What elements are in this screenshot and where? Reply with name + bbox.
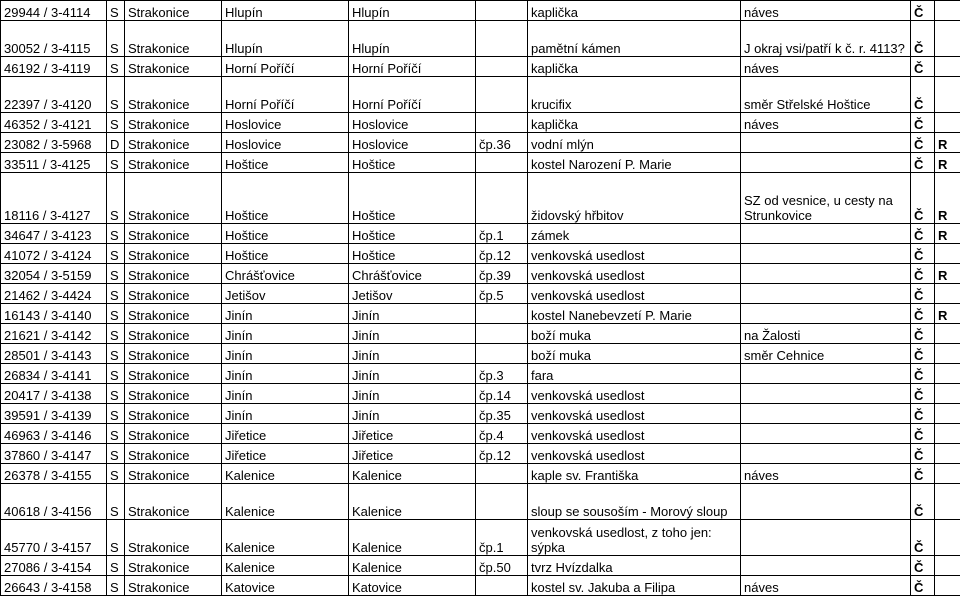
cell-id: 30052 / 3-4115 <box>1 21 107 57</box>
cell-c: Č <box>911 364 935 384</box>
cell-r <box>935 21 960 57</box>
cell-cast: Kalenice <box>349 484 476 520</box>
cell-t: S <box>107 304 125 324</box>
cell-cast: Jinín <box>349 364 476 384</box>
cell-cast: Jinín <box>349 344 476 364</box>
table-row <box>1 384 960 404</box>
cell-obec: Hlupín <box>222 21 349 57</box>
cell-c: Č <box>911 404 935 424</box>
cell-okres: Strakonice <box>125 173 222 224</box>
table-row <box>1 21 960 57</box>
cell-c: Č <box>911 556 935 576</box>
cell-misto <box>741 304 911 324</box>
cell-r <box>935 520 960 556</box>
cell-okres: Strakonice <box>125 464 222 484</box>
cell-cast: Kalenice <box>349 520 476 556</box>
cell-okres: Strakonice <box>125 244 222 264</box>
cell-id: 29944 / 3-4114 <box>1 1 107 21</box>
cell-pam: kaplička <box>528 1 741 21</box>
cell-cast: Hoslovice <box>349 133 476 153</box>
cell-t: S <box>107 77 125 113</box>
cell-misto: náves <box>741 113 911 133</box>
cell-c: Č <box>911 324 935 344</box>
cell-id: 37860 / 3-4147 <box>1 444 107 464</box>
cell-cp: čp.1 <box>476 520 528 556</box>
cell-pam: kostel Narození P. Marie <box>528 153 741 173</box>
cell-obec: Jiřetice <box>222 424 349 444</box>
cell-obec: Hoštice <box>222 244 349 264</box>
cell-c: Č <box>911 424 935 444</box>
cell-r <box>935 424 960 444</box>
cell-misto: náves <box>741 464 911 484</box>
cell-cast: Jiřetice <box>349 424 476 444</box>
cell-obec: Jetišov <box>222 284 349 304</box>
cell-id: 26834 / 3-4141 <box>1 364 107 384</box>
cell-c: Č <box>911 520 935 556</box>
cell-t: S <box>107 384 125 404</box>
cell-obec: Jinín <box>222 324 349 344</box>
table-row <box>1 264 960 284</box>
cell-cp <box>476 57 528 77</box>
cell-obec: Jiřetice <box>222 444 349 464</box>
cell-t: S <box>107 1 125 21</box>
cell-misto: směr Cehnice <box>741 344 911 364</box>
cell-obec: Horní Poříčí <box>222 57 349 77</box>
cell-c: Č <box>911 264 935 284</box>
cell-c: Č <box>911 244 935 264</box>
cell-t: S <box>107 173 125 224</box>
cell-pam: venkovská usedlost <box>528 444 741 464</box>
cell-id: 26378 / 3-4155 <box>1 464 107 484</box>
cell-t: S <box>107 364 125 384</box>
cell-r: R <box>935 224 960 244</box>
cell-r <box>935 464 960 484</box>
cell-cast: Jinín <box>349 304 476 324</box>
cell-c: Č <box>911 224 935 244</box>
cell-cp <box>476 153 528 173</box>
cell-misto <box>741 284 911 304</box>
cell-pam: boží muka <box>528 344 741 364</box>
cell-obec: Jinín <box>222 404 349 424</box>
cell-obec: Chrášťovice <box>222 264 349 284</box>
cell-okres: Strakonice <box>125 576 222 596</box>
cell-r: R <box>935 173 960 224</box>
cell-c: Č <box>911 21 935 57</box>
cell-cast: Katovice <box>349 576 476 596</box>
cell-pam: venkovská usedlost <box>528 424 741 444</box>
cell-id: 39591 / 3-4139 <box>1 404 107 424</box>
cell-obec: Jinín <box>222 344 349 364</box>
cell-cp: čp.1 <box>476 224 528 244</box>
cell-misto <box>741 264 911 284</box>
cell-t: S <box>107 344 125 364</box>
cell-pam: boží muka <box>528 324 741 344</box>
cell-id: 21462 / 3-4424 <box>1 284 107 304</box>
cell-c: Č <box>911 484 935 520</box>
cell-obec: Kalenice <box>222 464 349 484</box>
cell-cp: čp.50 <box>476 556 528 576</box>
cell-pam: fara <box>528 364 741 384</box>
cell-obec: Hoštice <box>222 173 349 224</box>
cell-t: D <box>107 133 125 153</box>
cell-obec: Hoslovice <box>222 133 349 153</box>
cell-t: S <box>107 324 125 344</box>
cell-pam: sloup se sousoším - Morový sloup <box>528 484 741 520</box>
cell-id: 32054 / 3-5159 <box>1 264 107 284</box>
cell-okres: Strakonice <box>125 133 222 153</box>
cell-cp <box>476 113 528 133</box>
cell-pam: kostel Nanebevzetí P. Marie <box>528 304 741 324</box>
cell-okres: Strakonice <box>125 364 222 384</box>
cell-id: 41072 / 3-4124 <box>1 244 107 264</box>
cell-cast: Hlupín <box>349 21 476 57</box>
table-row <box>1 1 960 21</box>
cell-okres: Strakonice <box>125 424 222 444</box>
cell-id: 26643 / 3-4158 <box>1 576 107 596</box>
cell-r <box>935 244 960 264</box>
cell-t: S <box>107 576 125 596</box>
cell-okres: Strakonice <box>125 444 222 464</box>
cell-cast: Hoštice <box>349 244 476 264</box>
cell-r: R <box>935 133 960 153</box>
cell-pam: pamětní kámen <box>528 21 741 57</box>
cell-cp <box>476 484 528 520</box>
table-row <box>1 304 960 324</box>
cell-okres: Strakonice <box>125 21 222 57</box>
cell-cp: čp.39 <box>476 264 528 284</box>
cell-okres: Strakonice <box>125 57 222 77</box>
cell-cp: čp.3 <box>476 364 528 384</box>
cell-cp: čp.12 <box>476 444 528 464</box>
cell-t: S <box>107 424 125 444</box>
table-row <box>1 556 960 576</box>
cell-misto: náves <box>741 57 911 77</box>
cell-r <box>935 404 960 424</box>
cell-c: Č <box>911 304 935 324</box>
cell-id: 46963 / 3-4146 <box>1 424 107 444</box>
cell-cp <box>476 173 528 224</box>
cell-c: Č <box>911 57 935 77</box>
cell-c: Č <box>911 384 935 404</box>
cell-obec: Hoslovice <box>222 113 349 133</box>
table-row <box>1 344 960 364</box>
cell-cp <box>476 21 528 57</box>
cell-c: Č <box>911 133 935 153</box>
table-row <box>1 224 960 244</box>
cell-cast: Horní Poříčí <box>349 57 476 77</box>
cell-pam: kaple sv. Františka <box>528 464 741 484</box>
cell-cast: Kalenice <box>349 556 476 576</box>
table-row <box>1 284 960 304</box>
cell-okres: Strakonice <box>125 384 222 404</box>
cell-r <box>935 484 960 520</box>
cell-okres: Strakonice <box>125 344 222 364</box>
cell-obec: Jinín <box>222 364 349 384</box>
cell-cast: Hoštice <box>349 153 476 173</box>
cell-cp <box>476 1 528 21</box>
table-row <box>1 153 960 173</box>
cell-id: 16143 / 3-4140 <box>1 304 107 324</box>
cell-t: S <box>107 153 125 173</box>
cell-t: S <box>107 444 125 464</box>
table-row <box>1 324 960 344</box>
cell-id: 27086 / 3-4154 <box>1 556 107 576</box>
cell-pam: židovský hřbitov <box>528 173 741 224</box>
cell-id: 46192 / 3-4119 <box>1 57 107 77</box>
cell-t: S <box>107 520 125 556</box>
cell-c: Č <box>911 153 935 173</box>
cell-okres: Strakonice <box>125 520 222 556</box>
table-row <box>1 57 960 77</box>
cell-okres: Strakonice <box>125 284 222 304</box>
cell-misto: na Žalosti <box>741 324 911 344</box>
cell-cast: Jinín <box>349 384 476 404</box>
cell-pam: venkovská usedlost, z toho jen: sýpka <box>528 520 741 556</box>
table-body <box>1 1 960 596</box>
table-row <box>1 244 960 264</box>
cell-cp: čp.12 <box>476 244 528 264</box>
cell-t: S <box>107 484 125 520</box>
table-row <box>1 113 960 133</box>
cell-r <box>935 444 960 464</box>
cell-c: Č <box>911 464 935 484</box>
cell-obec: Jinín <box>222 304 349 324</box>
cell-cast: Hoštice <box>349 224 476 244</box>
cell-cp <box>476 77 528 113</box>
cell-misto <box>741 384 911 404</box>
table-row <box>1 424 960 444</box>
cell-id: 33511 / 3-4125 <box>1 153 107 173</box>
cell-misto <box>741 404 911 424</box>
cell-misto <box>741 520 911 556</box>
cell-cast: Jiřetice <box>349 444 476 464</box>
cell-c: Č <box>911 576 935 596</box>
cell-r <box>935 324 960 344</box>
cell-t: S <box>107 21 125 57</box>
cell-t: S <box>107 57 125 77</box>
cell-okres: Strakonice <box>125 77 222 113</box>
cell-okres: Strakonice <box>125 264 222 284</box>
cell-cp: čp.5 <box>476 284 528 304</box>
cell-pam: venkovská usedlost <box>528 384 741 404</box>
table-row <box>1 576 960 596</box>
cell-cp <box>476 344 528 364</box>
cell-pam: krucifix <box>528 77 741 113</box>
cell-cast: Jinín <box>349 324 476 344</box>
cell-cast: Jinín <box>349 404 476 424</box>
cell-okres: Strakonice <box>125 484 222 520</box>
cell-pam: kaplička <box>528 113 741 133</box>
cell-pam: tvrz Hvízdalka <box>528 556 741 576</box>
cell-pam: venkovská usedlost <box>528 404 741 424</box>
cell-cp: čp.35 <box>476 404 528 424</box>
table-row <box>1 484 960 520</box>
cell-cast: Hoslovice <box>349 113 476 133</box>
cell-cp <box>476 464 528 484</box>
cell-cast: Kalenice <box>349 464 476 484</box>
cell-cp <box>476 304 528 324</box>
cell-obec: Hlupín <box>222 1 349 21</box>
cell-t: S <box>107 224 125 244</box>
cell-cp: čp.4 <box>476 424 528 444</box>
cell-r <box>935 284 960 304</box>
cell-t: S <box>107 464 125 484</box>
cell-c: Č <box>911 77 935 113</box>
cell-r <box>935 556 960 576</box>
cell-r <box>935 77 960 113</box>
cell-obec: Katovice <box>222 576 349 596</box>
cell-okres: Strakonice <box>125 224 222 244</box>
table-row <box>1 77 960 113</box>
cell-r <box>935 384 960 404</box>
cell-c: Č <box>911 113 935 133</box>
cell-id: 40618 / 3-4156 <box>1 484 107 520</box>
cell-r: R <box>935 264 960 284</box>
cell-r <box>935 57 960 77</box>
cell-misto: směr Střelské Hoštice <box>741 77 911 113</box>
cell-c: Č <box>911 284 935 304</box>
cell-misto <box>741 364 911 384</box>
cell-pam: vodní mlýn <box>528 133 741 153</box>
cell-t: S <box>107 244 125 264</box>
cell-r: R <box>935 304 960 324</box>
cell-id: 34647 / 3-4123 <box>1 224 107 244</box>
cell-cp <box>476 324 528 344</box>
cell-misto: J okraj vsi/patří k č. r. 4113? <box>741 21 911 57</box>
cell-t: S <box>107 404 125 424</box>
cell-id: 21621 / 3-4142 <box>1 324 107 344</box>
cell-misto <box>741 556 911 576</box>
cell-okres: Strakonice <box>125 324 222 344</box>
cell-obec: Kalenice <box>222 520 349 556</box>
cell-obec: Kalenice <box>222 484 349 520</box>
table-row <box>1 404 960 424</box>
cell-obec: Hoštice <box>222 224 349 244</box>
cell-id: 18116 / 3-4127 <box>1 173 107 224</box>
cell-pam: zámek <box>528 224 741 244</box>
cell-id: 45770 / 3-4157 <box>1 520 107 556</box>
cell-okres: Strakonice <box>125 304 222 324</box>
cell-misto <box>741 484 911 520</box>
cell-okres: Strakonice <box>125 153 222 173</box>
cell-obec: Hoštice <box>222 153 349 173</box>
cell-okres: Strakonice <box>125 113 222 133</box>
cell-misto <box>741 244 911 264</box>
cell-c: Č <box>911 344 935 364</box>
cell-t: S <box>107 284 125 304</box>
cell-okres: Strakonice <box>125 1 222 21</box>
cell-cp: čp.36 <box>476 133 528 153</box>
cell-pam: venkovská usedlost <box>528 284 741 304</box>
cell-id: 46352 / 3-4121 <box>1 113 107 133</box>
cell-misto <box>741 444 911 464</box>
cell-cast: Jetišov <box>349 284 476 304</box>
cell-r <box>935 344 960 364</box>
cell-r: R <box>935 153 960 173</box>
cell-obec: Kalenice <box>222 556 349 576</box>
cell-misto <box>741 424 911 444</box>
cell-cp <box>476 576 528 596</box>
table-row <box>1 133 960 153</box>
cell-obec: Horní Poříčí <box>222 77 349 113</box>
cell-misto: SZ od vesnice, u cesty na Strunkovice <box>741 173 911 224</box>
cell-okres: Strakonice <box>125 404 222 424</box>
cell-misto: náves <box>741 576 911 596</box>
cell-pam: venkovská usedlost <box>528 264 741 284</box>
cell-r <box>935 1 960 21</box>
cell-c: Č <box>911 173 935 224</box>
table-row <box>1 364 960 384</box>
cell-cast: Hlupín <box>349 1 476 21</box>
cell-cast: Chrášťovice <box>349 264 476 284</box>
cell-id: 22397 / 3-4120 <box>1 77 107 113</box>
cell-misto <box>741 224 911 244</box>
table-row <box>1 173 960 224</box>
cell-id: 20417 / 3-4138 <box>1 384 107 404</box>
cell-r <box>935 364 960 384</box>
cell-r <box>935 576 960 596</box>
cell-pam: kaplička <box>528 57 741 77</box>
cell-misto <box>741 133 911 153</box>
cell-id: 23082 / 3-5968 <box>1 133 107 153</box>
cell-pam: venkovská usedlost <box>528 244 741 264</box>
cell-c: Č <box>911 1 935 21</box>
cell-misto: náves <box>741 1 911 21</box>
cell-okres: Strakonice <box>125 556 222 576</box>
cell-obec: Jinín <box>222 384 349 404</box>
cell-t: S <box>107 556 125 576</box>
cell-t: S <box>107 264 125 284</box>
cell-c: Č <box>911 444 935 464</box>
cell-misto <box>741 153 911 173</box>
cell-pam: kostel sv. Jakuba a Filipa <box>528 576 741 596</box>
cell-t: S <box>107 113 125 133</box>
table-row <box>1 464 960 484</box>
cell-cast: Hoštice <box>349 173 476 224</box>
table-row <box>1 444 960 464</box>
cell-cp: čp.14 <box>476 384 528 404</box>
cell-cast: Horní Poříčí <box>349 77 476 113</box>
table-row <box>1 520 960 556</box>
cell-id: 28501 / 3-4143 <box>1 344 107 364</box>
cell-r <box>935 113 960 133</box>
